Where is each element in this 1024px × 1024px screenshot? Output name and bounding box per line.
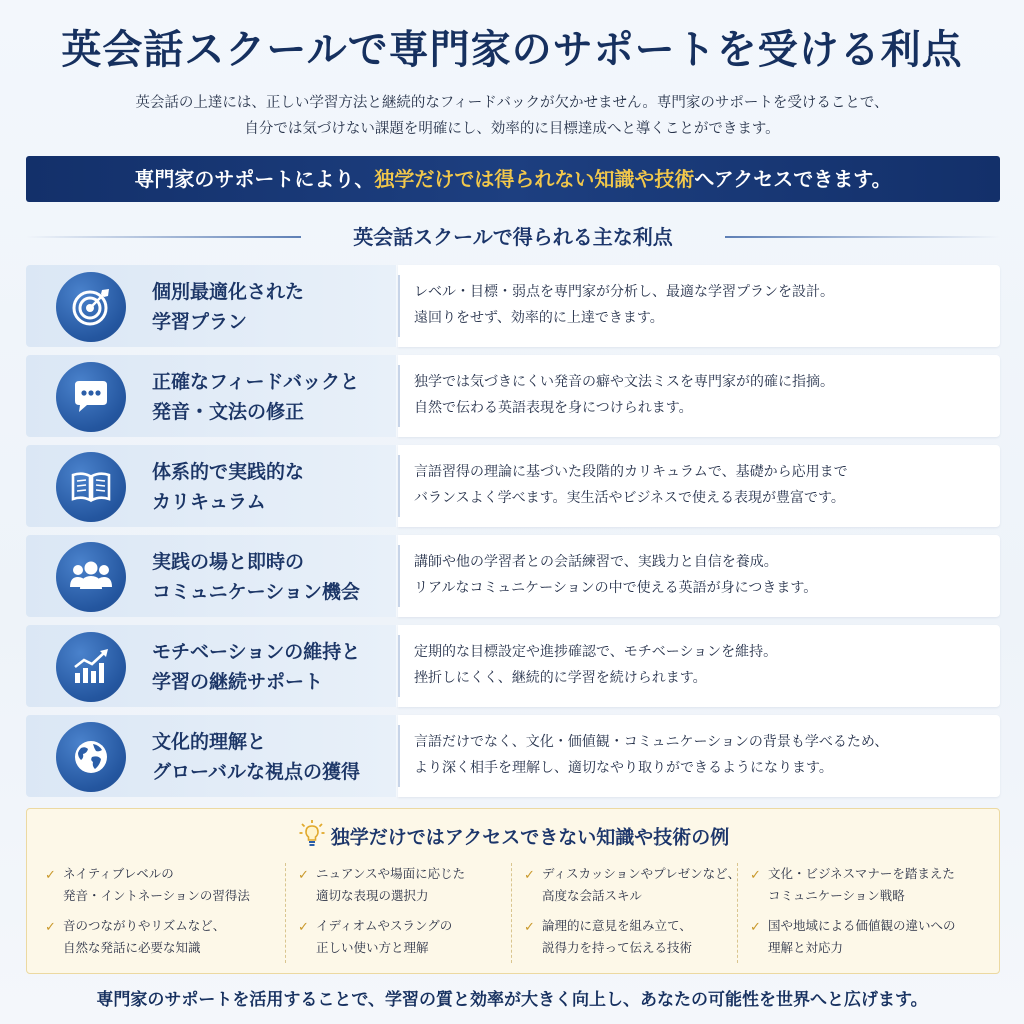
benefit-description: 言語習得の理論に基づいた段階的カリキュラムで、基礎から応用まで バランスよく学べます。実生活やビジネスで使える表現が豊富です。 bbox=[414, 464, 848, 506]
lightbulb-icon bbox=[299, 819, 325, 857]
benefit-title: 個別最適化された 学習プラン bbox=[152, 281, 305, 333]
check-icon: ✓ bbox=[298, 868, 309, 883]
benefit-description-cell bbox=[398, 715, 1000, 797]
example-item: ✓ ディスカッションやプレゼンなど、 高度な会話スキル bbox=[524, 866, 741, 903]
examples-column bbox=[45, 863, 285, 963]
benefit-description: 言語だけでなく、文化・価値観・コミュニケーションの背景も学べるため、 より深く相手を理解し、適切なやり取りができるようになります。 bbox=[414, 734, 889, 776]
benefit-description-cell bbox=[398, 535, 1000, 617]
benefit-description: 定期的な目標設定や進捗確認で、モチベーションを維持。 挫折しにくく、継続的に学習を続けられます。 bbox=[414, 644, 778, 686]
check-icon: ✓ bbox=[298, 920, 309, 935]
globe-icon bbox=[56, 722, 126, 792]
benefit-row bbox=[26, 265, 1000, 347]
benefit-description: 独学では気づきにくい発音の癖や文法ミスを専門家が的確に指摘。 自然で伝わる英語表現を身につけられます。 bbox=[414, 374, 834, 416]
intro-line-1: 英会話の上達には、正しい学習方法と継続的なフィードバックが欠かせません。専門家のサポートを受けることで、 bbox=[135, 95, 889, 111]
benefit-description: レベル・目標・弱点を専門家が分析し、最適な学習プランを設計。 遠回りをせず、効率的に上達できます。 bbox=[414, 284, 834, 326]
banner-text-before: 専門家のサポートにより、 bbox=[134, 167, 375, 191]
benefit-title: 正確なフィードバックと 発音・文法の修正 bbox=[152, 371, 360, 423]
benefit-heading-cell bbox=[26, 625, 396, 707]
benefit-row bbox=[26, 355, 1000, 437]
benefit-heading-cell bbox=[26, 715, 396, 797]
check-icon: ✓ bbox=[750, 868, 761, 883]
example-item: ✓ 国や地域による価値観の違いへの 理解と対応力 bbox=[750, 918, 956, 955]
people-group-icon bbox=[56, 542, 126, 612]
section-title: 英会話スクールで得られる主な利点 bbox=[353, 225, 673, 249]
benefit-row bbox=[26, 535, 1000, 617]
banner-highlight: 独学だけでは得られない知識や技術 bbox=[374, 167, 695, 191]
benefit-title: 文化的理解と グローバルな視点の獲得 bbox=[152, 731, 361, 783]
check-icon: ✓ bbox=[750, 920, 761, 935]
examples-column bbox=[285, 863, 525, 963]
example-item: ✓ ニュアンスや場面に応じた 適切な表現の選択力 bbox=[298, 866, 466, 903]
benefit-description-cell bbox=[398, 265, 1000, 347]
benefit-heading-cell bbox=[26, 445, 396, 527]
benefit-description-cell bbox=[398, 355, 1000, 437]
examples-title: 独学だけではアクセスできない知識や技術の例 bbox=[27, 819, 1001, 857]
benefit-title: 実践の場と即時の コミュニケーション機会 bbox=[152, 551, 360, 603]
benefit-title: モチベーションの維持と 学習の継続サポート bbox=[152, 641, 361, 693]
benefit-heading-cell bbox=[26, 535, 396, 617]
benefit-description: 講師や他の学習者との会話練習で、実践力と自信を養成。 リアルなコミュニケーションの中で使える英語が身につきます。 bbox=[414, 554, 818, 596]
example-item: ✓ 音のつながりやリズムなど、 自然な発話に必要な知識 bbox=[45, 918, 226, 955]
check-icon: ✓ bbox=[524, 868, 535, 883]
examples-box bbox=[26, 808, 1000, 974]
section-heading bbox=[26, 220, 1000, 254]
chat-bubble-icon bbox=[56, 362, 126, 432]
banner-text-after: へアクセスできます。 bbox=[694, 167, 892, 191]
benefit-heading-cell bbox=[26, 355, 396, 437]
benefit-row bbox=[26, 445, 1000, 527]
growth-chart-icon bbox=[56, 632, 126, 702]
example-item: ✓ 論理的に意見を組み立て、 説得力を持って伝える技術 bbox=[524, 918, 693, 955]
benefit-title: 体系的で実践的な カリキュラム bbox=[152, 461, 305, 513]
example-item: ✓ ネイティブレベルの 発音・イントネーションの習得法 bbox=[45, 866, 250, 903]
key-message-banner bbox=[26, 156, 1000, 202]
examples-column bbox=[737, 863, 977, 963]
benefit-description-cell bbox=[398, 625, 1000, 707]
check-icon: ✓ bbox=[45, 920, 56, 935]
target-icon bbox=[56, 272, 126, 342]
example-item: ✓ イディオムやスラングの 正しい使い方と理解 bbox=[298, 918, 453, 955]
benefit-heading-cell bbox=[26, 265, 396, 347]
open-book-icon bbox=[56, 452, 126, 522]
page-title: 英会話スクールで専門家のサポートを受ける利点 bbox=[61, 26, 963, 73]
intro-text bbox=[40, 90, 984, 142]
benefit-row bbox=[26, 715, 1000, 797]
check-icon: ✓ bbox=[45, 868, 56, 883]
examples-column bbox=[511, 863, 751, 963]
intro-line-2: 自分では気づけない課題を明確にし、効率的に目標達成へと導くことができます。 bbox=[244, 121, 780, 137]
example-item: ✓ 文化・ビジネスマナーを踏まえた コミュニケーション戦略 bbox=[750, 866, 955, 903]
heading-divider-right bbox=[725, 236, 1000, 238]
check-icon: ✓ bbox=[524, 920, 535, 935]
closing-message: 専門家のサポートを活用することで、学習の質と効率が大きく向上し、あなたの可能性を世界へと広げます。 bbox=[96, 990, 928, 1010]
benefit-row bbox=[26, 625, 1000, 707]
benefit-description-cell bbox=[398, 445, 1000, 527]
